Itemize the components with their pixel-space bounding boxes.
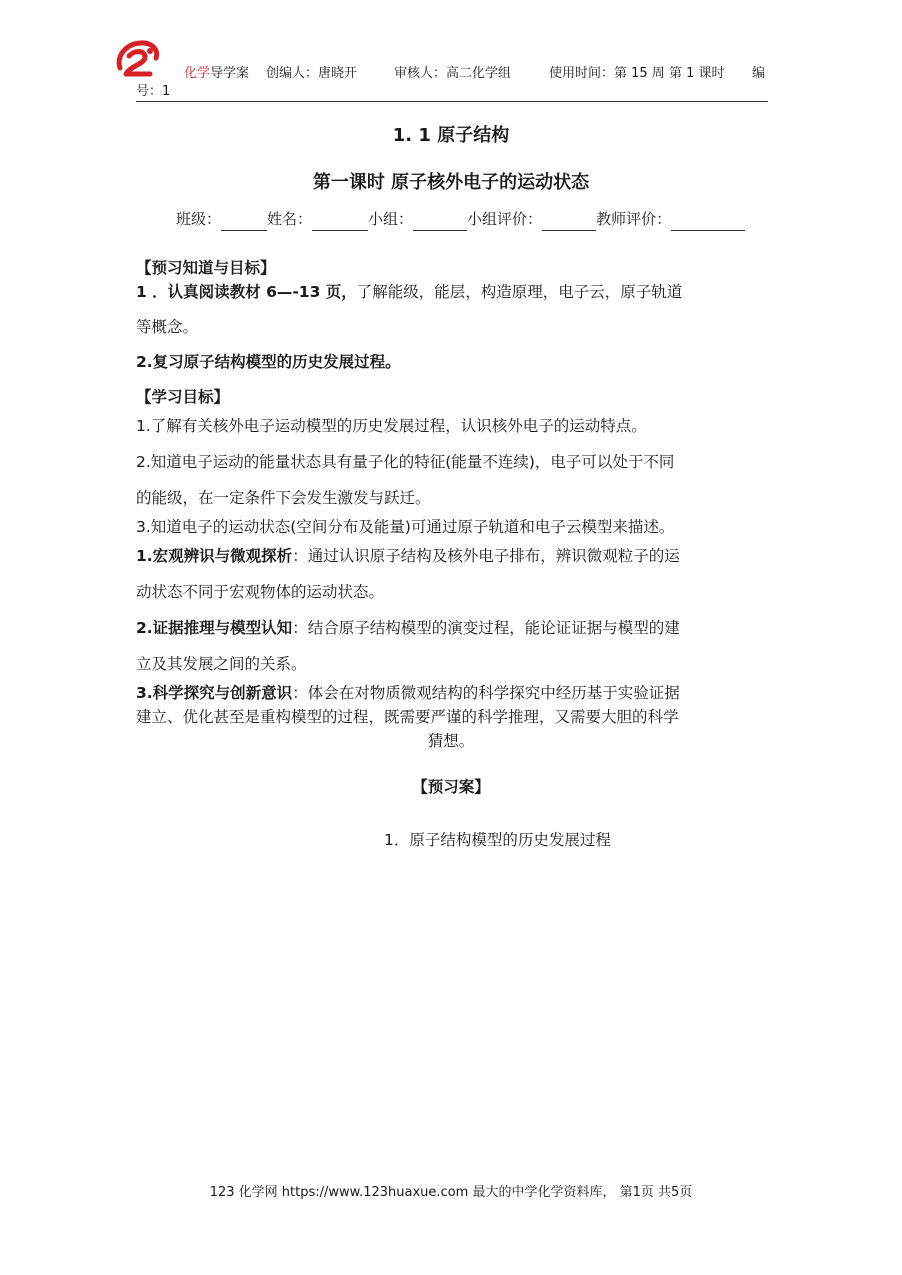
class-blank[interactable] xyxy=(221,212,267,231)
competency-1-rest: ：通过认识原子结构及核外电子排布，辨识微观粒子的运 xyxy=(292,547,680,565)
page-footer: 123 化学网 https://www.123huaxue.com 最大的中学化学资料库， 第1页 共5页 xyxy=(209,1185,693,1200)
plan-item-1: 1．原子结构模型的历史发展过程 xyxy=(384,831,611,849)
student-info-fields xyxy=(176,207,745,231)
header-subject xyxy=(184,65,249,83)
teacher-eval-blank[interactable] xyxy=(671,212,745,231)
page-title: 1. 1 原子结构 xyxy=(392,125,510,146)
header-divider xyxy=(136,101,768,102)
competency-3-cont: 建立、优化甚至是重构模型的过程，既需要严谨的科学推理，又需要大胆的科学 xyxy=(136,708,679,726)
header-reviewer: 审核人：高二化学组 xyxy=(394,66,512,81)
preview-item-1-cont: 等概念。 xyxy=(136,318,199,336)
header-time: 使用时间：第 15 周 第 1 课时 xyxy=(549,66,725,81)
goal-1: 1.了解有关核外电子运动模型的历史发展过程，认识核外电子的运动特点。 xyxy=(136,417,647,435)
preview-item-2: 2.复习原子结构模型的历史发展过程。 xyxy=(136,353,401,371)
preview-item-1-rest: 了解能级，能层，构造原理，电子云，原子轨道 xyxy=(356,283,683,301)
competency-3-bold: 3.科学探究与创新意识 xyxy=(136,684,293,702)
competency-3-rest: ：体会在对物质微观结构的科学探究中经历基于实验证据 xyxy=(292,684,680,702)
competency-2-rest: ：结合原子结构模型的演变过程，能论证证据与模型的建 xyxy=(292,619,680,637)
group-eval-blank[interactable] xyxy=(542,212,596,231)
goal-2: 2.知道电子运动的能量状态具有量子化的特征(能量不连续)，电子可以处于不同 xyxy=(136,453,675,471)
page-subtitle: 第一课时 原子核外电子的运动状态 xyxy=(312,172,590,193)
name-label: 姓名： xyxy=(267,210,313,228)
goal-3: 3.知道电子的运动状态(空间分布及能量)可通过原子轨道和电子云模型来描述。 xyxy=(136,518,675,536)
preview-heading: 【预习知道与目标】 xyxy=(136,259,276,277)
header-number-b: 号：1 xyxy=(136,84,171,99)
competency-3 xyxy=(136,682,680,704)
group-label: 小组： xyxy=(368,210,414,228)
competency-3-cont2: 猜想。 xyxy=(427,732,475,750)
preview-item-1 xyxy=(136,281,682,303)
header-number-a: 编 xyxy=(752,66,766,81)
header-subject-rest: 导学案 xyxy=(210,66,250,81)
plan-heading: 【预习案】 xyxy=(412,778,490,796)
logo-icon xyxy=(112,38,162,82)
class-label: 班级： xyxy=(176,210,222,228)
header-subject-red: 化学 xyxy=(184,66,211,81)
preview-item-1-bold: 1 ．认真阅读教材 6—-13 页， xyxy=(136,283,357,301)
competency-1-cont: 动状态不同于宏观物体的运动状态。 xyxy=(136,583,385,601)
competency-2-bold: 2.证据推理与模型认知 xyxy=(136,619,293,637)
group-eval-label: 小组评价： xyxy=(467,210,543,228)
competency-1-bold: 1.宏观辨识与微观探析 xyxy=(136,547,293,565)
goal-2-cont: 的能级，在一定条件下会发生激发与跃迁。 xyxy=(136,489,431,507)
teacher-eval-label: 教师评价： xyxy=(596,210,672,228)
header-author: 创编人：唐晓开 xyxy=(266,66,358,81)
name-blank[interactable] xyxy=(312,212,368,231)
competency-2-cont: 立及其发展之间的关系。 xyxy=(136,655,307,673)
goals-heading: 【学习目标】 xyxy=(136,388,230,406)
group-blank[interactable] xyxy=(413,212,467,231)
competency-2 xyxy=(136,617,680,639)
competency-1 xyxy=(136,545,680,567)
